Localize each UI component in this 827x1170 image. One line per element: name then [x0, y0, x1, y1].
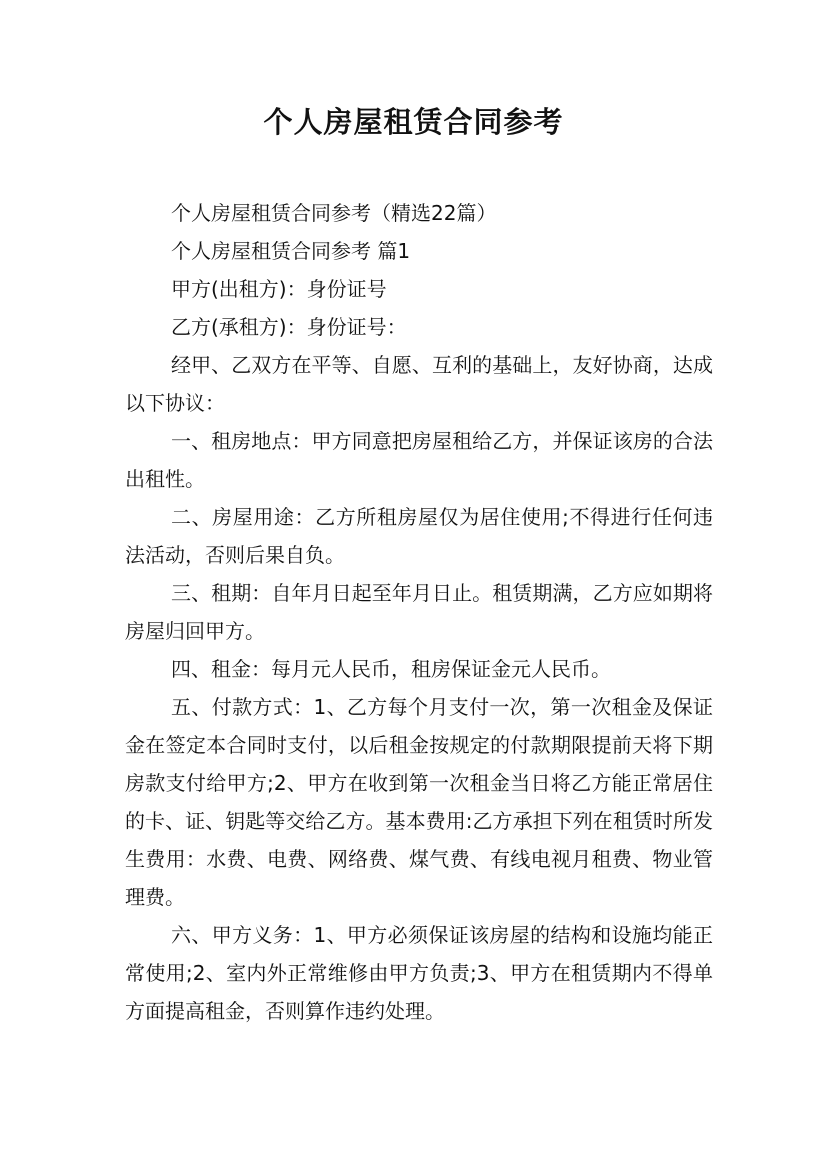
paragraph-party-a: 甲方(出租方)：身份证号 [171, 277, 387, 301]
paragraph-party-b: 乙方(承租方)：身份证号： [171, 315, 407, 339]
paragraph-clause-payment: 五、付款方式：1、乙方每个月支付一次，第一次租金及保证金在签定本合同时支付，以后租金按规定的付款期限提前天将下期房款支付给甲方;2、甲方在收到第一次租金当日将乙方能正常居住的卡、证、钥匙等交给乙方。基本费用:乙方承担下列在租赁时所发生费用：水费、电费、网络费、煤气费、有线电视月租费、物业管理费。 [125, 695, 713, 909]
paragraph-clause-term: 三、租期：自年月日起至年月日止。租赁期满，乙方应如期将房屋归回甲方。 [125, 581, 713, 643]
paragraph-clause-rent: 四、租金：每月元人民币，租房保证金元人民币。 [171, 657, 611, 681]
paragraph-clause-location: 一、租房地点：甲方同意把房屋租给乙方，并保证该房的合法出租性。 [125, 429, 713, 491]
paragraph-subtitle: 个人房屋租赁合同参考（精选22篇） [171, 201, 497, 225]
document-body [125, 194, 713, 1030]
document-title: 个人房屋租赁合同参考 [263, 105, 564, 139]
paragraph-clause-usage: 二、房屋用途：乙方所租房屋仅为居住使用;不得进行任何违法活动，否则后果自负。 [125, 505, 713, 567]
paragraph-clause-obligations: 六、甲方义务：1、甲方必须保证该房屋的结构和设施均能正常使用;2、室内外正常维修由甲方负责;3、甲方在租赁期内不得单方面提高租金，否则算作违约处理。 [125, 923, 713, 1023]
paragraph-section-heading: 个人房屋租赁合同参考 篇1 [171, 239, 411, 263]
paragraph-preamble: 经甲、乙双方在平等、自愿、互利的基础上，友好协商，达成以下协议： [125, 353, 713, 415]
